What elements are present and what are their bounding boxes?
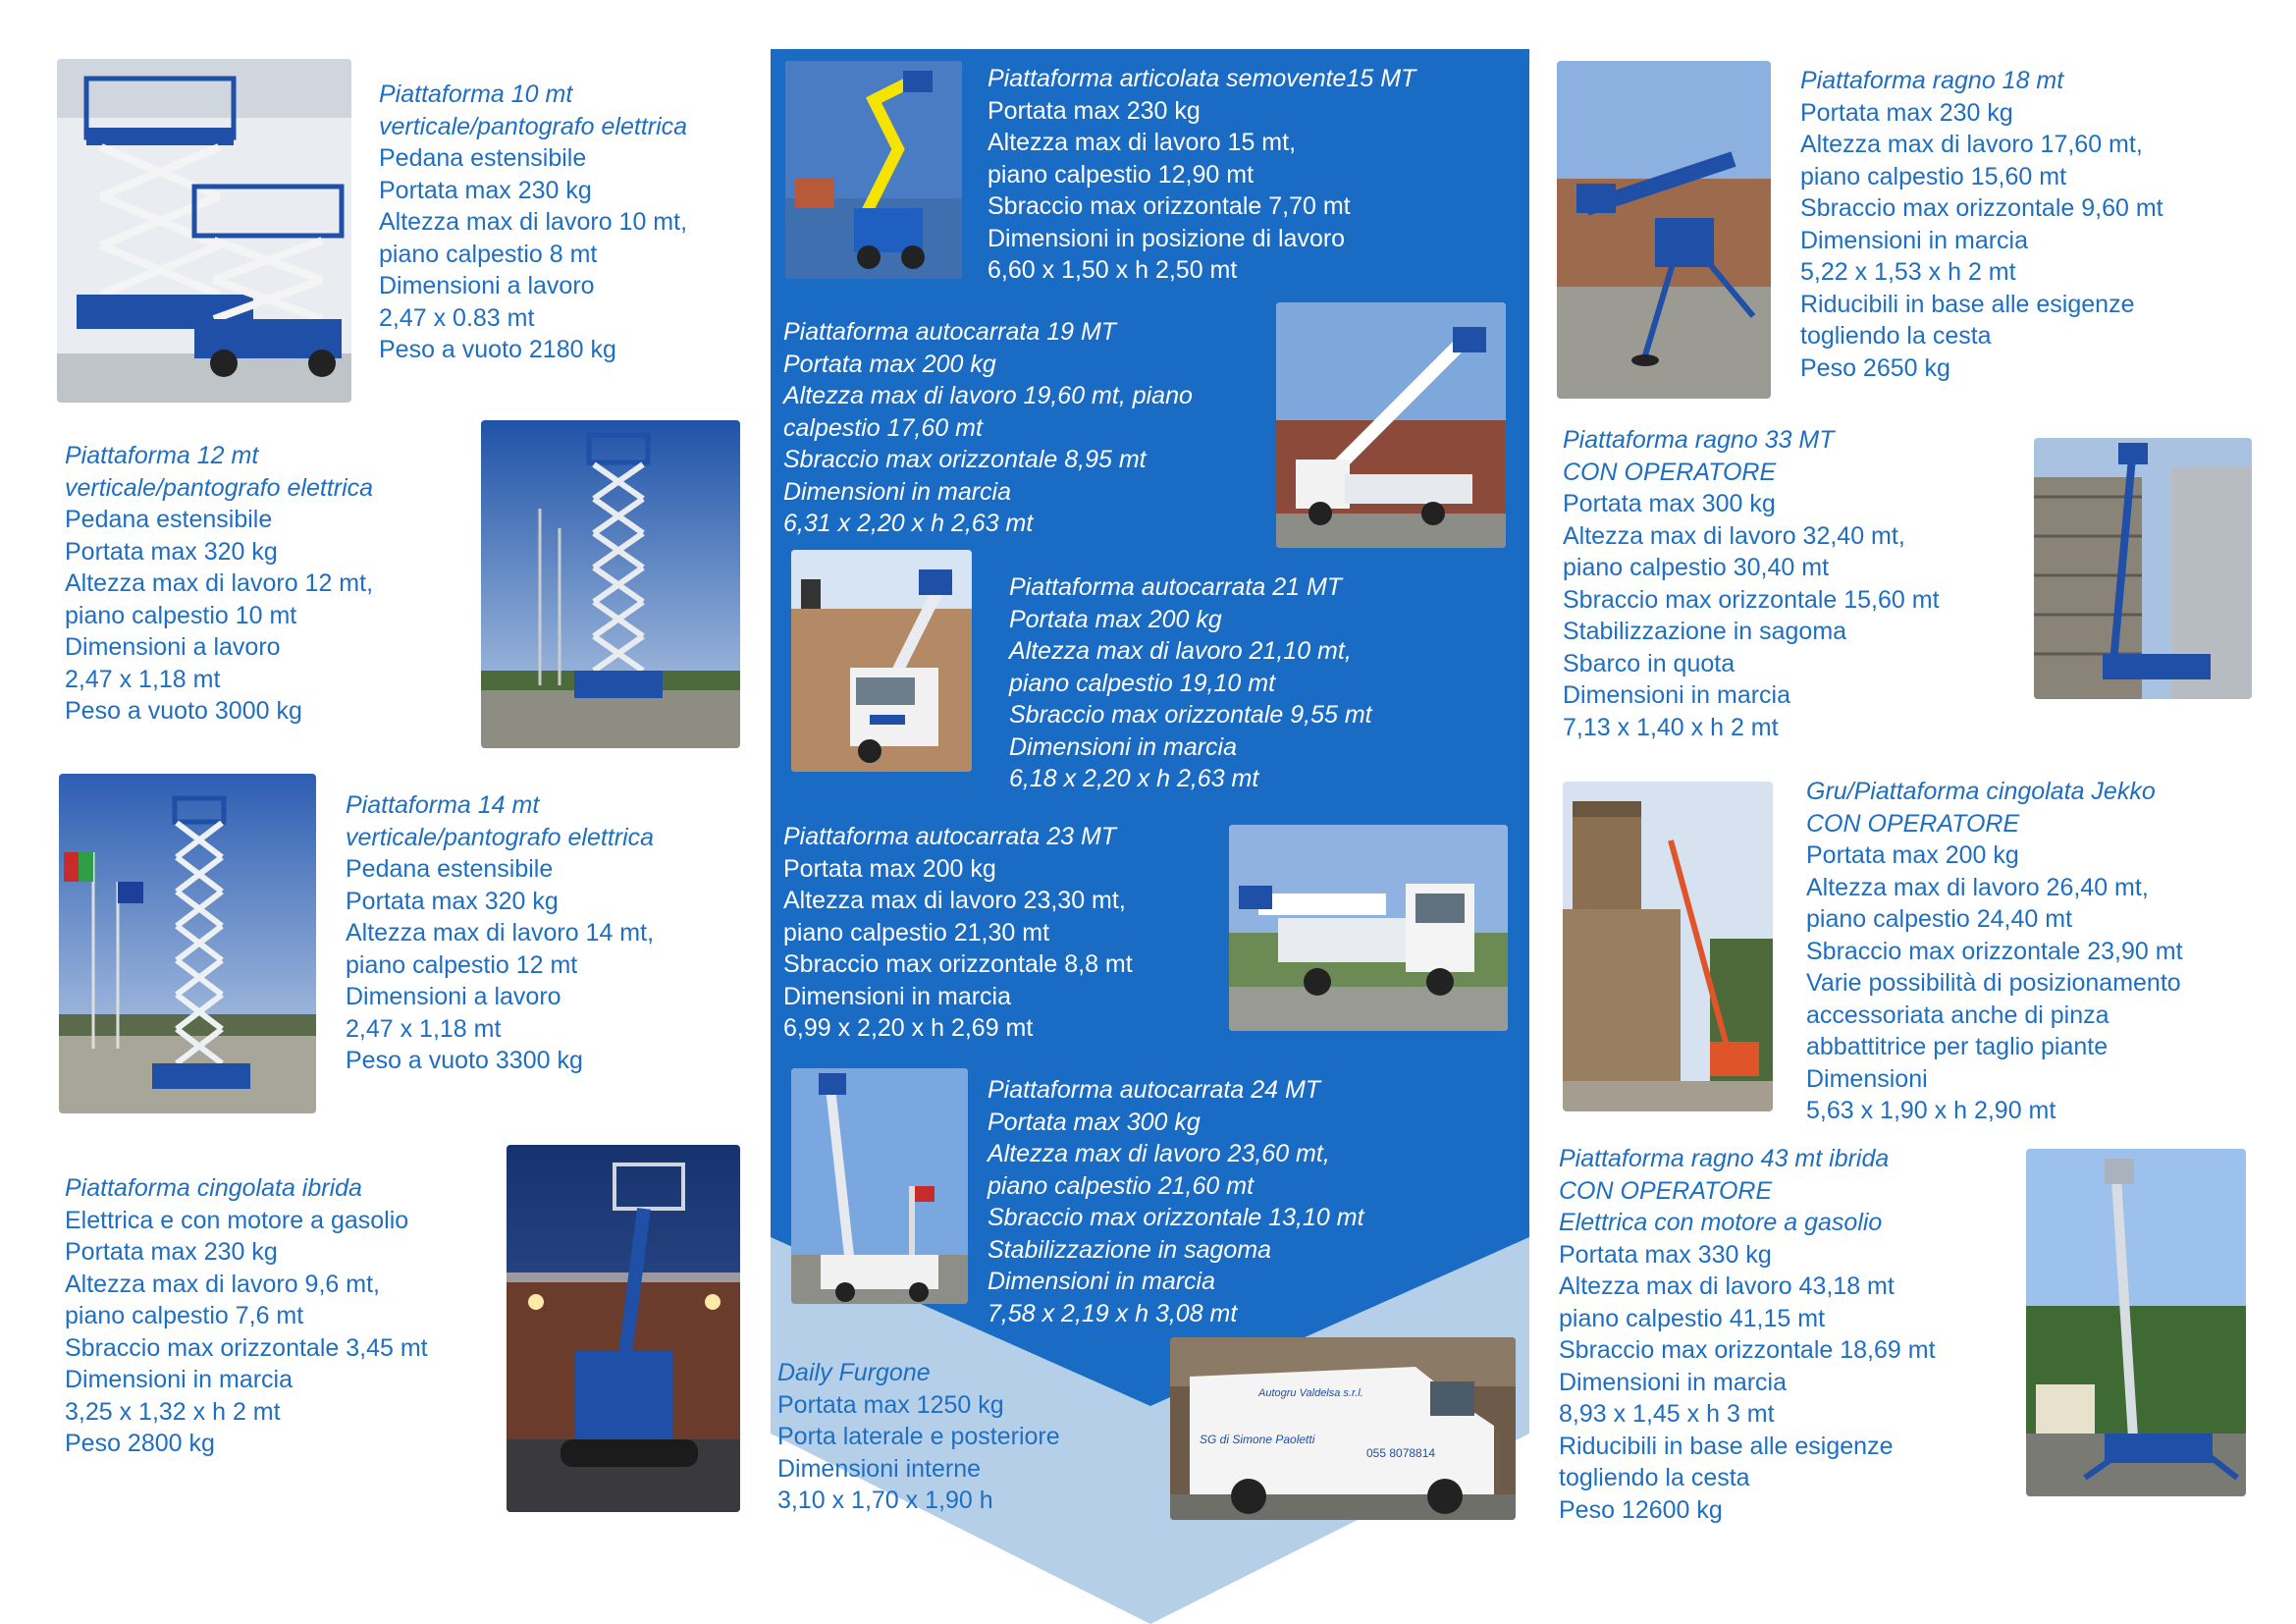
spec-line: Dimensioni in marcia: [1559, 1368, 1788, 1396]
spec-line: Dimensioni a lavoro: [346, 983, 561, 1010]
articulated-boom-15mt-photo: [785, 61, 962, 279]
title-line: Piattaforma autocarrata 23 MT: [783, 823, 1117, 850]
spec-daily: [777, 1357, 1060, 1517]
title-line: Piattaforma ragno 18 mt: [1800, 67, 2064, 94]
van-company-text: Autogru Valdelsa s.r.l.: [1258, 1387, 1363, 1399]
title-line: Piattaforma articolata semovente15 MT: [988, 65, 1416, 92]
title-line: Piattaforma ragno 33 MT: [1563, 426, 1835, 454]
spec-line: 2,47 x 0.83 mt: [379, 303, 535, 332]
title-line: Piattaforma autocarrata 19 MT: [783, 318, 1117, 346]
spec-line: Sbraccio max orizzontale 13,10 mt: [988, 1204, 1364, 1231]
spec-line: abbattitrice per taglio piante: [1806, 1033, 2109, 1060]
spec-line: Sbraccio max orizzontale 23,90 mt: [1806, 937, 2183, 965]
truck-platform-21mt-photo: [791, 550, 972, 772]
spec-line: Altezza max di lavoro 26,40 mt,: [1806, 873, 2149, 901]
spider-lift-18mt-photo: [1557, 61, 1771, 399]
spec-line: Peso 2650 kg: [1800, 353, 1950, 382]
spec-line: Sbraccio max orizzontale 7,70 mt: [988, 192, 1351, 220]
spec-line: Sbarco in quota: [1563, 649, 1735, 677]
spec-line: Elettrica con motore a gasolio: [1559, 1209, 1883, 1236]
spec-line: 2,47 x 1,18 mt: [346, 1014, 502, 1043]
title-line: Piattaforma ragno 43 mt ibrida: [1559, 1145, 1890, 1172]
spec-p10: [379, 79, 687, 366]
spec-line: piano calpestio 41,15 mt: [1559, 1304, 1826, 1332]
spec-line: Stabilizzazione in sagoma: [1563, 618, 1847, 645]
scissor-lift-10mt-photo: [57, 59, 351, 403]
spec-p24: [988, 1074, 1364, 1329]
spec-line: Portata max 200 kg: [783, 350, 996, 378]
spec-line: Riducibili in base alle esigenze: [1800, 290, 2135, 318]
spec-line: Portata max 300 kg: [988, 1108, 1201, 1136]
spec-line: Altezza max di lavoro 12 mt,: [65, 569, 374, 597]
title-line: Piattaforma 14 mt: [346, 791, 540, 819]
spec-line: 3,25 x 1,32 x h 2 mt: [65, 1397, 281, 1426]
spec-line: Dimensioni a lavoro: [379, 272, 595, 299]
spec-pcing: [65, 1172, 428, 1460]
spec-line: Stabilizzazione in sagoma: [988, 1235, 1272, 1264]
spec-r33: [1563, 424, 1940, 743]
spec-line: togliendo la cesta: [1559, 1464, 1750, 1491]
spec-line: Peso a vuoto 2180 kg: [379, 336, 616, 363]
spec-line: Dimensioni: [1806, 1064, 1928, 1093]
spec-line: Portata max 200 kg: [1009, 605, 1222, 633]
title-line: Daily Furgone: [777, 1359, 931, 1386]
title-line: Piattaforma 12 mt: [65, 442, 259, 469]
spec-line: 6,60 x 1,50 x h 2,50 mt: [988, 256, 1238, 284]
spec-line: Dimensioni in marcia: [65, 1366, 294, 1393]
spec-line: Altezza max di lavoro 23,60 mt,: [988, 1140, 1330, 1167]
spec-line: Dimensioni in marcia: [783, 477, 1012, 506]
spec-line: piano calpestio 8 mt: [379, 240, 598, 268]
spec-line: CON OPERATORE: [1559, 1176, 1773, 1205]
spec-line: piano calpestio 21,30 mt: [783, 918, 1050, 947]
spec-line: Riducibili in base alle esigenze: [1559, 1432, 1894, 1460]
spec-line: Dimensioni in posizione di lavoro: [988, 224, 1346, 252]
spec-line: Dimensioni in marcia: [1563, 681, 1791, 709]
spec-line: 5,63 x 1,90 x h 2,90 mt: [1806, 1097, 2056, 1124]
spec-line: Peso a vuoto 3000 kg: [65, 697, 302, 725]
spec-line: Dimensioni a lavoro: [65, 633, 281, 661]
spec-line: Dimensioni in marcia: [988, 1268, 1216, 1295]
spec-line: 6,31 x 2,20 x h 2,63 mt: [783, 510, 1034, 537]
spec-line: Portata max 230 kg: [1800, 98, 2013, 127]
spec-line: Altezza max di lavoro 19,60 mt, piano: [783, 382, 1193, 409]
spec-line: Portata max 230 kg: [65, 1238, 278, 1266]
title-line: Gru/Piattaforma cingolata Jekko: [1806, 778, 2156, 805]
spec-line: Portata max 330 kg: [1559, 1240, 1772, 1269]
spec-line: Elettrica e con motore a gasolio: [65, 1206, 409, 1234]
spec-p12: [65, 440, 373, 728]
spec-r43: [1559, 1143, 1936, 1526]
spec-line: Altezza max di lavoro 9,6 mt,: [65, 1270, 380, 1298]
daily-van-photo: [1170, 1337, 1516, 1520]
spec-jekko: [1806, 776, 2183, 1127]
spec-line: Sbraccio max orizzontale 9,60 mt: [1800, 194, 2163, 222]
spec-line: Altezza max di lavoro 17,60 mt,: [1800, 131, 2143, 158]
spec-line: 6,99 x 2,20 x h 2,69 mt: [783, 1014, 1034, 1042]
spec-line: Portata max 230 kg: [379, 176, 592, 204]
spec-line: 5,22 x 1,53 x h 2 mt: [1800, 258, 2016, 286]
spec-line: Peso 2800 kg: [65, 1430, 215, 1457]
spec-line: 7,58 x 2,19 x h 3,08 mt: [988, 1299, 1238, 1327]
spec-line: calpestio 17,60 mt: [783, 413, 983, 442]
spec-line: Portata max 200 kg: [783, 854, 996, 883]
spec-line: Sbraccio max orizzontale 18,69 mt: [1559, 1336, 1936, 1364]
spec-line: Varie possibilità di posizionamento: [1806, 969, 2181, 997]
spec-line: piano calpestio 15,60 mt: [1800, 162, 2067, 190]
spec-line: Dimensioni in marcia: [783, 982, 1012, 1010]
van-owner-text: SG di Simone Paoletti: [1200, 1433, 1315, 1446]
spec-line: Altezza max di lavoro 14 mt,: [346, 919, 655, 947]
spec-line: Portata max 230 kg: [988, 96, 1201, 125]
spec-line: Peso a vuoto 3300 kg: [346, 1047, 583, 1074]
spec-line: Sbraccio max orizzontale 9,55 mt: [1009, 701, 1372, 729]
spec-line: Sbraccio max orizzontale 15,60 mt: [1563, 585, 1940, 614]
spec-line: verticale/pantografo elettrica: [65, 473, 374, 502]
spec-line: Dimensioni interne: [777, 1454, 982, 1483]
spec-line: 6,18 x 2,20 x h 2,63 mt: [1009, 765, 1259, 792]
spider-lift-33mt-photo: [2034, 438, 2252, 699]
spec-line: Altezza max di lavoro 43,18 mt: [1559, 1272, 1895, 1300]
spec-line: Pedana estensibile: [346, 855, 554, 883]
spec-line: Sbraccio max orizzontale 3,45 mt: [65, 1333, 428, 1362]
spec-p15: [988, 63, 1415, 287]
spec-line: Portata max 300 kg: [1563, 490, 1776, 517]
van-phone-text: 055 8078814: [1366, 1446, 1436, 1460]
spec-line: Pedana estensibile: [379, 144, 587, 172]
spec-line: Porta laterale e posteriore: [777, 1423, 1060, 1450]
spec-line: Altezza max di lavoro 32,40 mt,: [1563, 521, 1905, 550]
spec-p23: [783, 821, 1133, 1045]
spec-line: piano calpestio 30,40 mt: [1563, 554, 1830, 581]
spec-line: Altezza max di lavoro 21,10 mt,: [1009, 637, 1352, 665]
truck-platform-19mt-photo: [1276, 302, 1506, 548]
spec-line: Altezza max di lavoro 23,30 mt,: [783, 887, 1126, 914]
spec-line: 3,10 x 1,70 x 1,90 h: [777, 1487, 993, 1514]
scissor-lift-12mt-photo: [481, 420, 740, 748]
spec-line: Peso 12600 kg: [1559, 1495, 1723, 1524]
spec-line: Pedana estensibile: [65, 506, 273, 533]
spec-line: Sbraccio max orizzontale 8,95 mt: [783, 446, 1147, 473]
spec-line: piano calpestio 10 mt: [65, 601, 297, 629]
spec-line: Portata max 1250 kg: [777, 1390, 1004, 1419]
spec-line: 2,47 x 1,18 mt: [65, 665, 221, 693]
spec-line: piano calpestio 19,10 mt: [1009, 669, 1276, 697]
spec-line: Portata max 320 kg: [346, 887, 559, 915]
spec-line: Sbraccio max orizzontale 8,8 mt: [783, 950, 1133, 978]
spec-p14: [346, 789, 654, 1077]
spec-p21: [1009, 571, 1372, 795]
spec-line: CON OPERATORE: [1563, 458, 1777, 486]
jekko-crane-photo: [1563, 782, 1773, 1111]
spec-line: accessoriata anche di pinza: [1806, 1001, 2109, 1029]
spec-line: verticale/pantografo elettrica: [346, 823, 655, 851]
title-line: Piattaforma autocarrata 21 MT: [1009, 573, 1343, 601]
spec-line: piano calpestio 12 mt: [346, 950, 578, 979]
tracked-hybrid-platform-photo: [507, 1145, 740, 1512]
spec-line: Dimensioni in marcia: [1009, 732, 1238, 761]
spec-line: piano calpestio 24,40 mt: [1806, 905, 2073, 933]
title-line: Piattaforma cingolata ibrida: [65, 1174, 362, 1202]
spec-line: Altezza max di lavoro 10 mt,: [379, 208, 688, 236]
title-line: Piattaforma autocarrata 24 MT: [988, 1076, 1321, 1104]
truck-platform-24mt-photo: [791, 1068, 968, 1304]
spec-line: piano calpestio 21,60 mt: [988, 1171, 1255, 1200]
spec-line: Dimensioni in marcia: [1800, 226, 2029, 254]
spec-line: piano calpestio 7,6 mt: [65, 1302, 304, 1329]
spec-line: Portata max 200 kg: [1806, 841, 2019, 869]
truck-platform-23mt-photo: [1229, 825, 1508, 1031]
spec-r18: [1800, 65, 2163, 384]
scissor-lift-14mt-photo: [59, 774, 316, 1113]
spec-line: togliendo la cesta: [1800, 322, 1992, 350]
spec-line: 7,13 x 1,40 x h 2 mt: [1563, 713, 1779, 741]
spec-line: CON OPERATORE: [1806, 809, 2020, 838]
spec-p19: [783, 316, 1193, 540]
spec-line: piano calpestio 12,90 mt: [988, 160, 1255, 189]
spec-line: Altezza max di lavoro 15 mt,: [988, 129, 1297, 156]
spec-line: verticale/pantografo elettrica: [379, 112, 688, 140]
spec-line: Portata max 320 kg: [65, 537, 278, 566]
spider-lift-43mt-photo: [2026, 1149, 2246, 1496]
spec-line: 8,93 x 1,45 x h 3 mt: [1559, 1400, 1775, 1428]
title-line: Piattaforma 10 mt: [379, 81, 573, 108]
